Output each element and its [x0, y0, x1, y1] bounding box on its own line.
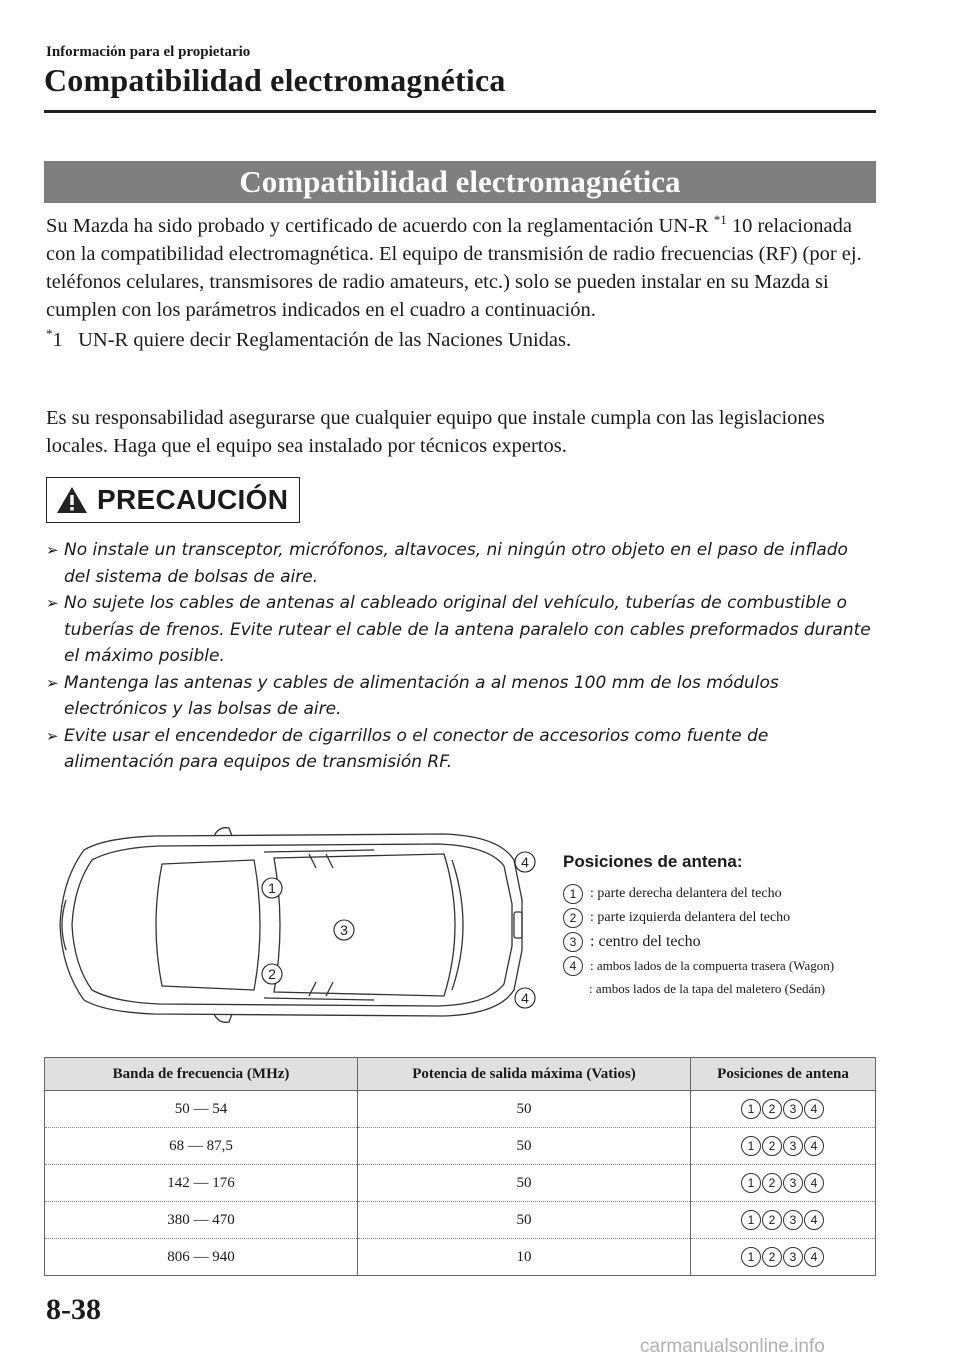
band-cell: 50 — 54: [45, 1091, 358, 1128]
marker-2: 2: [268, 966, 276, 982]
caution-list: [46, 537, 876, 776]
positions-cell: [691, 1165, 876, 1202]
car-top-view-diagram: [44, 820, 544, 1030]
number-circle-icon: 2: [762, 1210, 782, 1230]
arrow-bullet-icon: ➢: [46, 541, 59, 559]
marker-4-top: 4: [521, 854, 529, 870]
section-banner: Compatibilidad electromagnética: [44, 161, 876, 203]
antenna-legend: [563, 852, 873, 1000]
band-cell: 68 — 87,5: [45, 1128, 358, 1165]
number-circle-icon: 2: [762, 1099, 782, 1119]
column-header: Potencia de salida máxima (Vatios): [358, 1058, 691, 1091]
number-circle-icon: 4: [804, 1173, 824, 1193]
table-row: [45, 1202, 876, 1239]
number-circle-icon: 2: [762, 1173, 782, 1193]
number-circle-icon: 1: [741, 1173, 761, 1193]
number-circle-icon: 3: [783, 1210, 803, 1230]
frequency-table: [44, 1057, 876, 1276]
caution-item: ➢ Mantenga las antenas y cables de alimentación a al menos 100 mm de los módulos electrónicos y las bolsas de aire.: [46, 670, 876, 723]
marker-3: 3: [340, 922, 348, 938]
number-circle-icon: 4: [804, 1099, 824, 1119]
number-circle-icon: 4: [804, 1247, 824, 1267]
caution-item: ➢ No sujete los cables de antenas al cableado original del vehículo, tuberías de combustible o tuberías de frenos. Evite rutear el cable de la antena paralelo con cables preformados durante el máximo posible.: [46, 590, 876, 670]
table-row: [45, 1091, 876, 1128]
legend-item-extra: : ambos lados de la tapa del maletero (Sedán): [589, 981, 826, 996]
page-number: 8-38: [46, 1293, 101, 1326]
number-circle-icon: 1: [741, 1136, 761, 1156]
number-circle-icon: 3: [563, 932, 583, 952]
number-circle-icon: 3: [783, 1247, 803, 1267]
band-cell: 806 — 940: [45, 1239, 358, 1276]
number-circle-icon: 1: [741, 1247, 761, 1267]
responsibility-paragraph: Es su responsabilidad asegurarse que cualquier equipo que instale cumpla con las legislaciones locales. Haga que el equipo sea instalado por técnicos expertos.: [46, 407, 825, 457]
legend-item: 3 : centro del techo: [563, 930, 873, 954]
band-cell: 380 — 470: [45, 1202, 358, 1239]
caution-label: PRECAUCIÓN: [97, 484, 289, 515]
band-cell: 142 — 176: [45, 1165, 358, 1202]
marker-4-bottom: 4: [521, 990, 529, 1006]
number-circle-icon: 4: [804, 1136, 824, 1156]
number-circle-icon: 2: [563, 908, 583, 928]
warning-icon: [55, 485, 89, 515]
number-circle-icon: 3: [783, 1173, 803, 1193]
power-cell: 50: [358, 1202, 691, 1239]
table-row: [45, 1239, 876, 1276]
table-row: [45, 1128, 876, 1165]
section-label: Información para el propietario: [46, 44, 251, 60]
power-cell: 50: [358, 1128, 691, 1165]
number-circle-icon: 2: [762, 1136, 782, 1156]
watermark: carmanualsonline.info: [640, 1336, 825, 1357]
number-circle-icon: 1: [741, 1099, 761, 1119]
number-circle-icon: 3: [783, 1099, 803, 1119]
column-header: Posiciones de antena: [691, 1058, 876, 1091]
power-cell: 50: [358, 1091, 691, 1128]
title-rule: [44, 110, 876, 113]
power-cell: 10: [358, 1239, 691, 1276]
power-cell: 50: [358, 1165, 691, 1202]
table-row: [45, 1165, 876, 1202]
page-title: Compatibilidad electromagnética: [44, 62, 506, 98]
intro-text: [46, 212, 876, 354]
arrow-bullet-icon: ➢: [46, 726, 59, 745]
number-circle-icon: 4: [563, 956, 583, 976]
number-circle-icon: 3: [783, 1136, 803, 1156]
legend-title: Posiciones de antena:: [563, 852, 743, 871]
caution-item: ➢ Evite usar el encendedor de cigarrillos o el conector de accesorios como fuente de alimentación para equipos de transmisión RF.: [46, 723, 876, 776]
arrow-bullet-icon: ➢: [46, 594, 59, 612]
caution-box: [46, 477, 300, 523]
number-circle-icon: 2: [762, 1247, 782, 1267]
number-circle-icon: 1: [741, 1210, 761, 1230]
positions-cell: [691, 1128, 876, 1165]
arrow-bullet-icon: ➢: [46, 673, 59, 692]
positions-cell: [691, 1202, 876, 1239]
footnote: *1 UN-R quiere decir Reglamentación de las Naciones Unidas.: [46, 326, 572, 351]
number-circle-icon: 1: [563, 884, 583, 904]
caution-item: ➢ No instale un transceptor, micrófonos, altavoces, ni ningún otro objeto en el paso de inflado del sistema de bolsas de aire.: [46, 537, 876, 590]
legend-item: 2 : parte izquierda delantera del techo: [563, 906, 873, 930]
legend-item: 4 : ambos lados de la compuerta trasera (Wagon): [563, 954, 873, 978]
table-header-row: [45, 1058, 876, 1091]
number-circle-icon: 4: [804, 1210, 824, 1230]
positions-cell: [691, 1091, 876, 1128]
positions-cell: [691, 1239, 876, 1276]
column-header: Banda de frecuencia (MHz): [45, 1058, 358, 1091]
marker-1: 1: [268, 880, 276, 896]
legend-item: 1 : parte derecha delantera del techo: [563, 882, 873, 906]
intro-paragraph: Su Mazda ha sido probado y certificado de acuerdo con la reglamentación UN-R $^{*1}$ 10 relacionada con la compatibilidad electromagnética. El equipo de transmisión de radio frecuencias (RF) (por ej. teléfonos celulares, transmisores de radio amateurs, etc.) solo se pueden instalar en su Mazda si cumplen con los parámetros indicados en el cuadro a continuación.: [46, 212, 862, 321]
footnote-ref: *1: [713, 212, 727, 228]
